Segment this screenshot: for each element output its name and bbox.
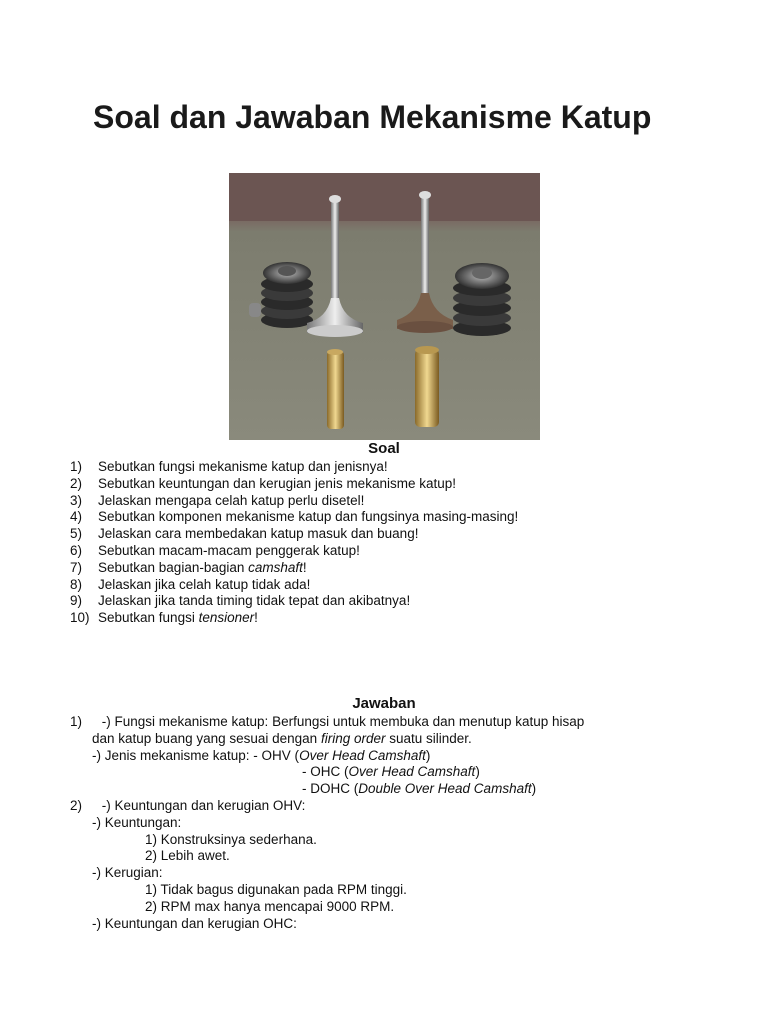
text-run: -) Keuntungan dan kerugian OHC:	[92, 915, 297, 931]
answer-line	[70, 731, 584, 748]
question-number: 1)	[70, 459, 83, 474]
question-number: 9)	[70, 593, 83, 609]
text-run: !	[254, 610, 258, 626]
question-item	[70, 560, 518, 577]
text-run: )	[425, 747, 431, 763]
question-item	[70, 577, 518, 594]
text-run: Jelaskan cara membedakan katup masuk dan buang!	[98, 526, 419, 542]
question-number: 8)	[70, 576, 83, 592]
text-run: !	[302, 559, 307, 575]
italic-term: firing order	[320, 730, 386, 746]
answer-line	[70, 798, 584, 815]
answer-line	[70, 832, 584, 849]
question-number: 3)	[70, 492, 83, 508]
question-item	[70, 593, 518, 610]
question-number: 2)	[70, 475, 83, 491]
text-run: - OHC (	[302, 764, 349, 780]
text-run: -) Kerugian:	[92, 865, 163, 881]
italic-term: camshaft	[248, 559, 303, 575]
text-run: -) Keuntungan dan kerugian OHV:	[98, 797, 306, 813]
answer-line	[70, 764, 584, 781]
italic-term: tensioner	[198, 610, 255, 626]
question-number: 4)	[70, 509, 83, 525]
answer-line	[70, 882, 584, 899]
question-text	[98, 493, 364, 510]
answer-section	[70, 714, 584, 932]
valve-spring-right	[453, 263, 511, 336]
question-item	[70, 543, 518, 560]
text-run: Sebutkan keuntungan dan kerugian jenis mekanisme katup!	[98, 475, 456, 491]
question-text	[98, 459, 388, 476]
question-number: 7)	[70, 559, 83, 575]
text-run: )	[475, 764, 480, 780]
answer-line	[70, 865, 584, 882]
text-run: Sebutkan macam-macam penggerak katup!	[98, 542, 360, 558]
answer-line	[70, 916, 584, 933]
question-text	[98, 610, 258, 627]
valve-keeper	[249, 303, 261, 317]
text-run: 1) Tidak bagus digunakan pada RPM tinggi.	[145, 881, 407, 897]
question-text	[98, 509, 518, 526]
answer-line	[70, 815, 584, 832]
answer-line	[70, 714, 584, 731]
answer-line	[70, 748, 584, 765]
valve-spring-left	[261, 262, 313, 328]
soal-heading: Soal	[368, 440, 400, 457]
answer-line	[70, 899, 584, 916]
answer-number: 1)	[70, 714, 83, 729]
text-run: - DOHC (	[302, 781, 359, 797]
text-run: -) Jenis mekanisme katup: - OHV (	[92, 747, 300, 763]
text-run: )	[531, 781, 537, 797]
question-text	[98, 593, 410, 610]
valve-guide-right	[415, 346, 439, 427]
question-text	[98, 476, 456, 493]
answer-line	[70, 848, 584, 865]
question-number: 5)	[70, 526, 83, 542]
text-run: Sebutkan komponen mekanisme katup dan fungsinya masing-masing!	[98, 509, 519, 525]
text-run: 2) RPM max hanya mencapai 9000 RPM.	[145, 898, 395, 914]
jawaban-heading: Jawaban	[352, 695, 416, 712]
question-number: 6)	[70, 542, 83, 558]
valve-guide-left	[327, 349, 344, 429]
text-run: Jelaskan jika tanda timing tidak tepat dan akibatnya!	[98, 593, 411, 609]
italic-term: Over Head Camshaft	[348, 764, 476, 780]
document-title: Soal dan Jawaban Mekanisme Katup	[93, 99, 652, 135]
text-run: -) Keuntungan:	[92, 814, 182, 830]
text-run: 2) Lebih awet.	[145, 848, 230, 864]
text-run: Sebutkan fungsi mekanisme katup dan jenisnya!	[98, 459, 388, 474]
question-item	[70, 493, 518, 510]
question-item	[70, 459, 518, 476]
question-text	[98, 577, 310, 594]
text-run: suatu silinder.	[385, 730, 472, 746]
text-run: -) Fungsi mekanisme katup: Berfungsi untuk membuka dan menutup katup hisap	[98, 714, 585, 729]
text-run: dan katup buang yang sesuai dengan	[92, 730, 321, 746]
italic-term: Over Head Camshaft	[299, 747, 426, 763]
italic-term: Double Over Head Camshaft	[358, 781, 532, 797]
text-run: Jelaskan jika celah katup tidak ada!	[98, 576, 311, 592]
text-run: Jelaskan mengapa celah katup perlu disetel!	[98, 492, 365, 508]
question-text	[98, 560, 307, 577]
valve-components-photo	[229, 173, 540, 440]
question-text	[98, 543, 360, 560]
question-number: 10)	[70, 610, 90, 626]
text-run: Sebutkan fungsi	[98, 610, 199, 626]
question-item	[70, 509, 518, 526]
answer-line	[70, 781, 584, 798]
question-item	[70, 476, 518, 493]
text-run: Sebutkan bagian-bagian	[98, 559, 249, 575]
text-run: 1) Konstruksinya sederhana.	[145, 831, 317, 847]
question-list	[70, 459, 518, 627]
question-item	[70, 610, 518, 627]
question-text	[98, 526, 418, 543]
question-item	[70, 526, 518, 543]
answer-number: 2)	[70, 797, 83, 813]
